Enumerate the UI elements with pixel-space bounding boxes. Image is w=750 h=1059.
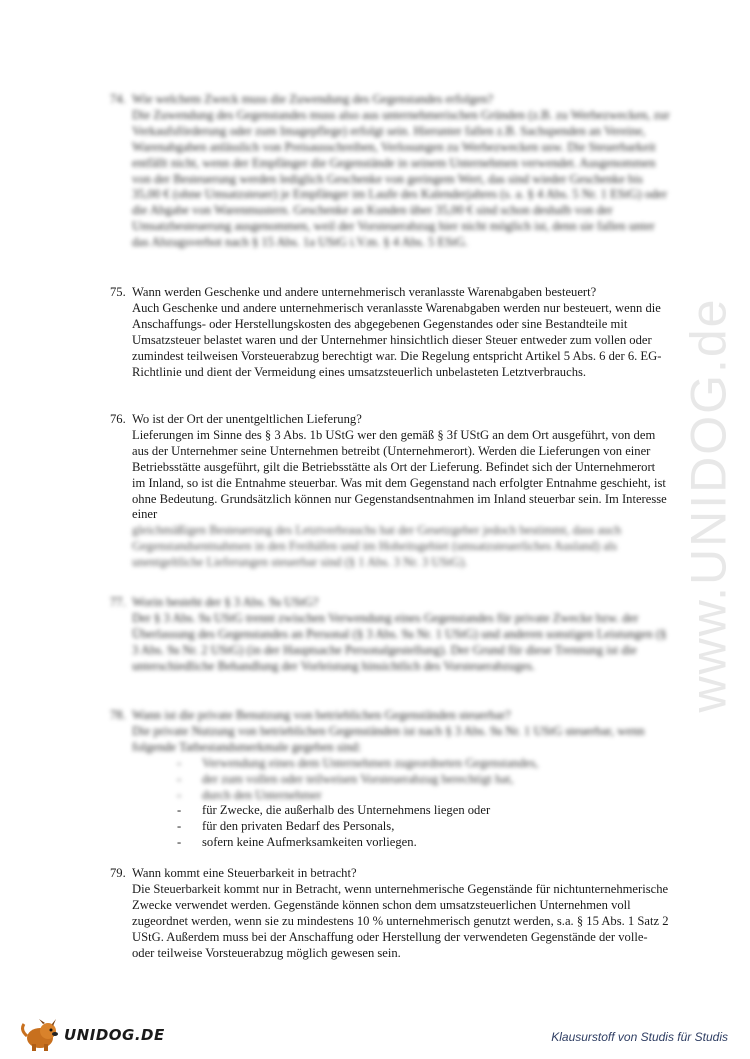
question-number: 79. [110,866,126,880]
answer-text: Auch Geschenke und andere unternehmerisch veranlasste Warenabgaben werden nur besteuert, wenn die Anschaffungs- oder Herstellungskosten des abgegebenen Gegenstandes oder sine Bestandteile mit Umsatzsteuer belastet waren und der Unternehmer hinsichtlich dieser Steuer entweder zum vollen oder zumindest teilweisen Vorsteuerabzug berechtigt war. Die Regelung entspricht Artikel 5 Abs. 6 der 6. EG-Richtlinie und dient der Vermeidung eines umsatzsteuerlich unbelasteten Letztverbrauchs. [132,300,662,379]
answer-text: Lieferungen im Sinne des § 3 Abs. 1b UStG wer den gemäß § 3f UStG an dem Ort ausgeführt, von dem aus der Unternehmer seine Unternehmen betreibt (Unternehmerort). Werden die Lieferungen von einer Betriebsstätte ausgeführt, gilt die Betriebsstätte als Ort der Lieferung. Befindet sich der Unternehmerort im Inland, so ist die Entnahme steuerbar. Was mit dem Gegenstand nach erfolgter Entnahme geschieht, ist ohne Bedeutung. Grundsätzlich können nur Gegenstandsentnahmen im Inland steuerbar sein. Im Interesse einer [132,427,667,522]
question-block-78 [110,708,670,851]
question-text: Wo ist der Ort der unentgeltlichen Lieferung? [132,412,362,426]
question-block-77 [110,595,670,675]
question-text: Wann ist die private Benutzung von betrieblichen Gegenständen steuerbar? [132,708,511,722]
question-block-79 [110,866,670,961]
answer-text: Die Zuwendung des Gegenstandes muss also aus unternehmerischen Gründen (z.B. zu Werbezwecken, zur Verkaufsförderung oder zum Imagepflege) erfolgt sein. Hierunter fallen z.B. Sachspenden an Vereine, Warenabgaben anlässlich von Preisausschreiben, Verlosungen zu Werbezwecken usw. Die Steuerbarkeit entfällt nicht, wenn der Empfänger die Gegenstände in seinem Unternehmen verwendet. Ausgenommen von der Besteuerung werden lediglich Geschenke von geringem Wert, das sind wieder Geschenke bis 35,00 € (ohne Umsatzsteuer) je Empfänger im Laufe des Kalenderjahres (s. a. § 4 Abs. 5 Nr. 1 EStG) oder die Abgabe von Warenmustern. Geschenke an Kunden über 35,00 € sind schon deshalb von der Umsatzbesteuerung ausgenommen, weil der Vorsteuerabzug hier nicht möglich ist, denn sie fallen unter das Abzugsverbot nach § 15 Abs. 1a UStG i.V.m. § 4 Abs. 5 EStG. [132,107,670,250]
question-text: Worin besteht der § 3 Abs. 9a UStG? [132,595,319,609]
question-number: 75. [110,285,126,299]
list-item: - für den privaten Bedarf des Personals, [177,819,395,834]
criteria-list [132,756,670,851]
list-item: - für Zwecke, die außerhalb des Unternehmens liegen oder [177,803,491,818]
question-block-76 [110,412,670,571]
answer-intro: Die private Nutzung von betrieblichen Gegenständen ist nach § 3 Abs. 9a Nr. 1 UStG steuerbar, wenn folgende Tatbestandsmerkmale gegeben sind: [132,723,645,754]
list-item: - der zum vollen oder teilweisen Vorsteuerabzug berechtigt hat, [177,771,514,786]
list-item: - Verwendung eines dem Unternehmen zugeordneten Gegenstandes, [177,755,539,770]
question-number: 76. [110,412,126,426]
answer-text: Die Steuerbarkeit kommt nur in Betracht, wenn unternehmerische Gegenstände für nichtunternehmerische Zwecke verwendet werden. Gegenstände können schon dem umsatzsteuerlichen Unternehmen voll zugeordnet werden, wenn sie zu mindestens 10 % unternehmerisch genutzt werden, s.a. § 15 Abs. 1 Satz 2 UStG. Außerdem muss bei der Anschaffung oder Herstellung der verwendeten Gegenstände der volle- oder teilweise Vorsteuerabzug möglich gewesen sein. [132,881,669,960]
question-block-74 [110,92,670,251]
question-number: 78. [110,708,126,722]
question-text: Wann kommt eine Steuerbarkeit in betracht? [132,866,357,880]
list-item: - sofern keine Aufmerksamkeiten vorliegen. [177,835,417,850]
answer-text-blurred: gleichmäßigen Besteuerung des Letztverbrauchs hat der Gesetzgeber jedoch bestimmt, dass auch Gegenstandsentnahmen in den Freihäfen und im Hoheitsgebiet (umsatzsteuerliches Ausland) als unentgeltliche Lieferungen steuerbar sind (§ 1 Abs. 3 Nr. 3 UStG). [132,523,622,570]
dog-icon [18,1018,66,1052]
question-number: 77. [110,595,126,609]
list-item: - durch den Unternehmer [177,787,322,802]
question-text: Wann werden Geschenke und andere unternehmerisch veranlasste Warenabgaben besteuert? [132,285,597,299]
logo-text: UNIDOG.DE [64,1026,165,1044]
unidog-logo [18,1018,165,1052]
answer-text: Der § 3 Abs. 9a UStG trennt zwischen Verwendung eines Gegenstandes für private Zwecke bzw. der Überlassung des Gegenstandes an Personal (§ 3 Abs. 9a Nr. 1 UStG) und anderen sonstigen Leistungen (§ 3 Abs. 9a Nr. 2 UStG) (in der Hauptsache Personalgestellung). Der Grund für diese Trennung ist die unterschiedliche Behandlung der Vorleistung hinsichtlich des Vorsteuerabzuges. [132,610,667,673]
watermark: www.UNIDOG.de [680,297,736,713]
question-number: 74. [110,92,126,106]
question-text: Wie welchem Zweck muss die Zuwendung des Gegenstandes erfolgen? [132,92,494,106]
question-block-75 [110,285,670,380]
footer-slogan: Klausurstoff von Studis für Studis [551,1030,728,1044]
